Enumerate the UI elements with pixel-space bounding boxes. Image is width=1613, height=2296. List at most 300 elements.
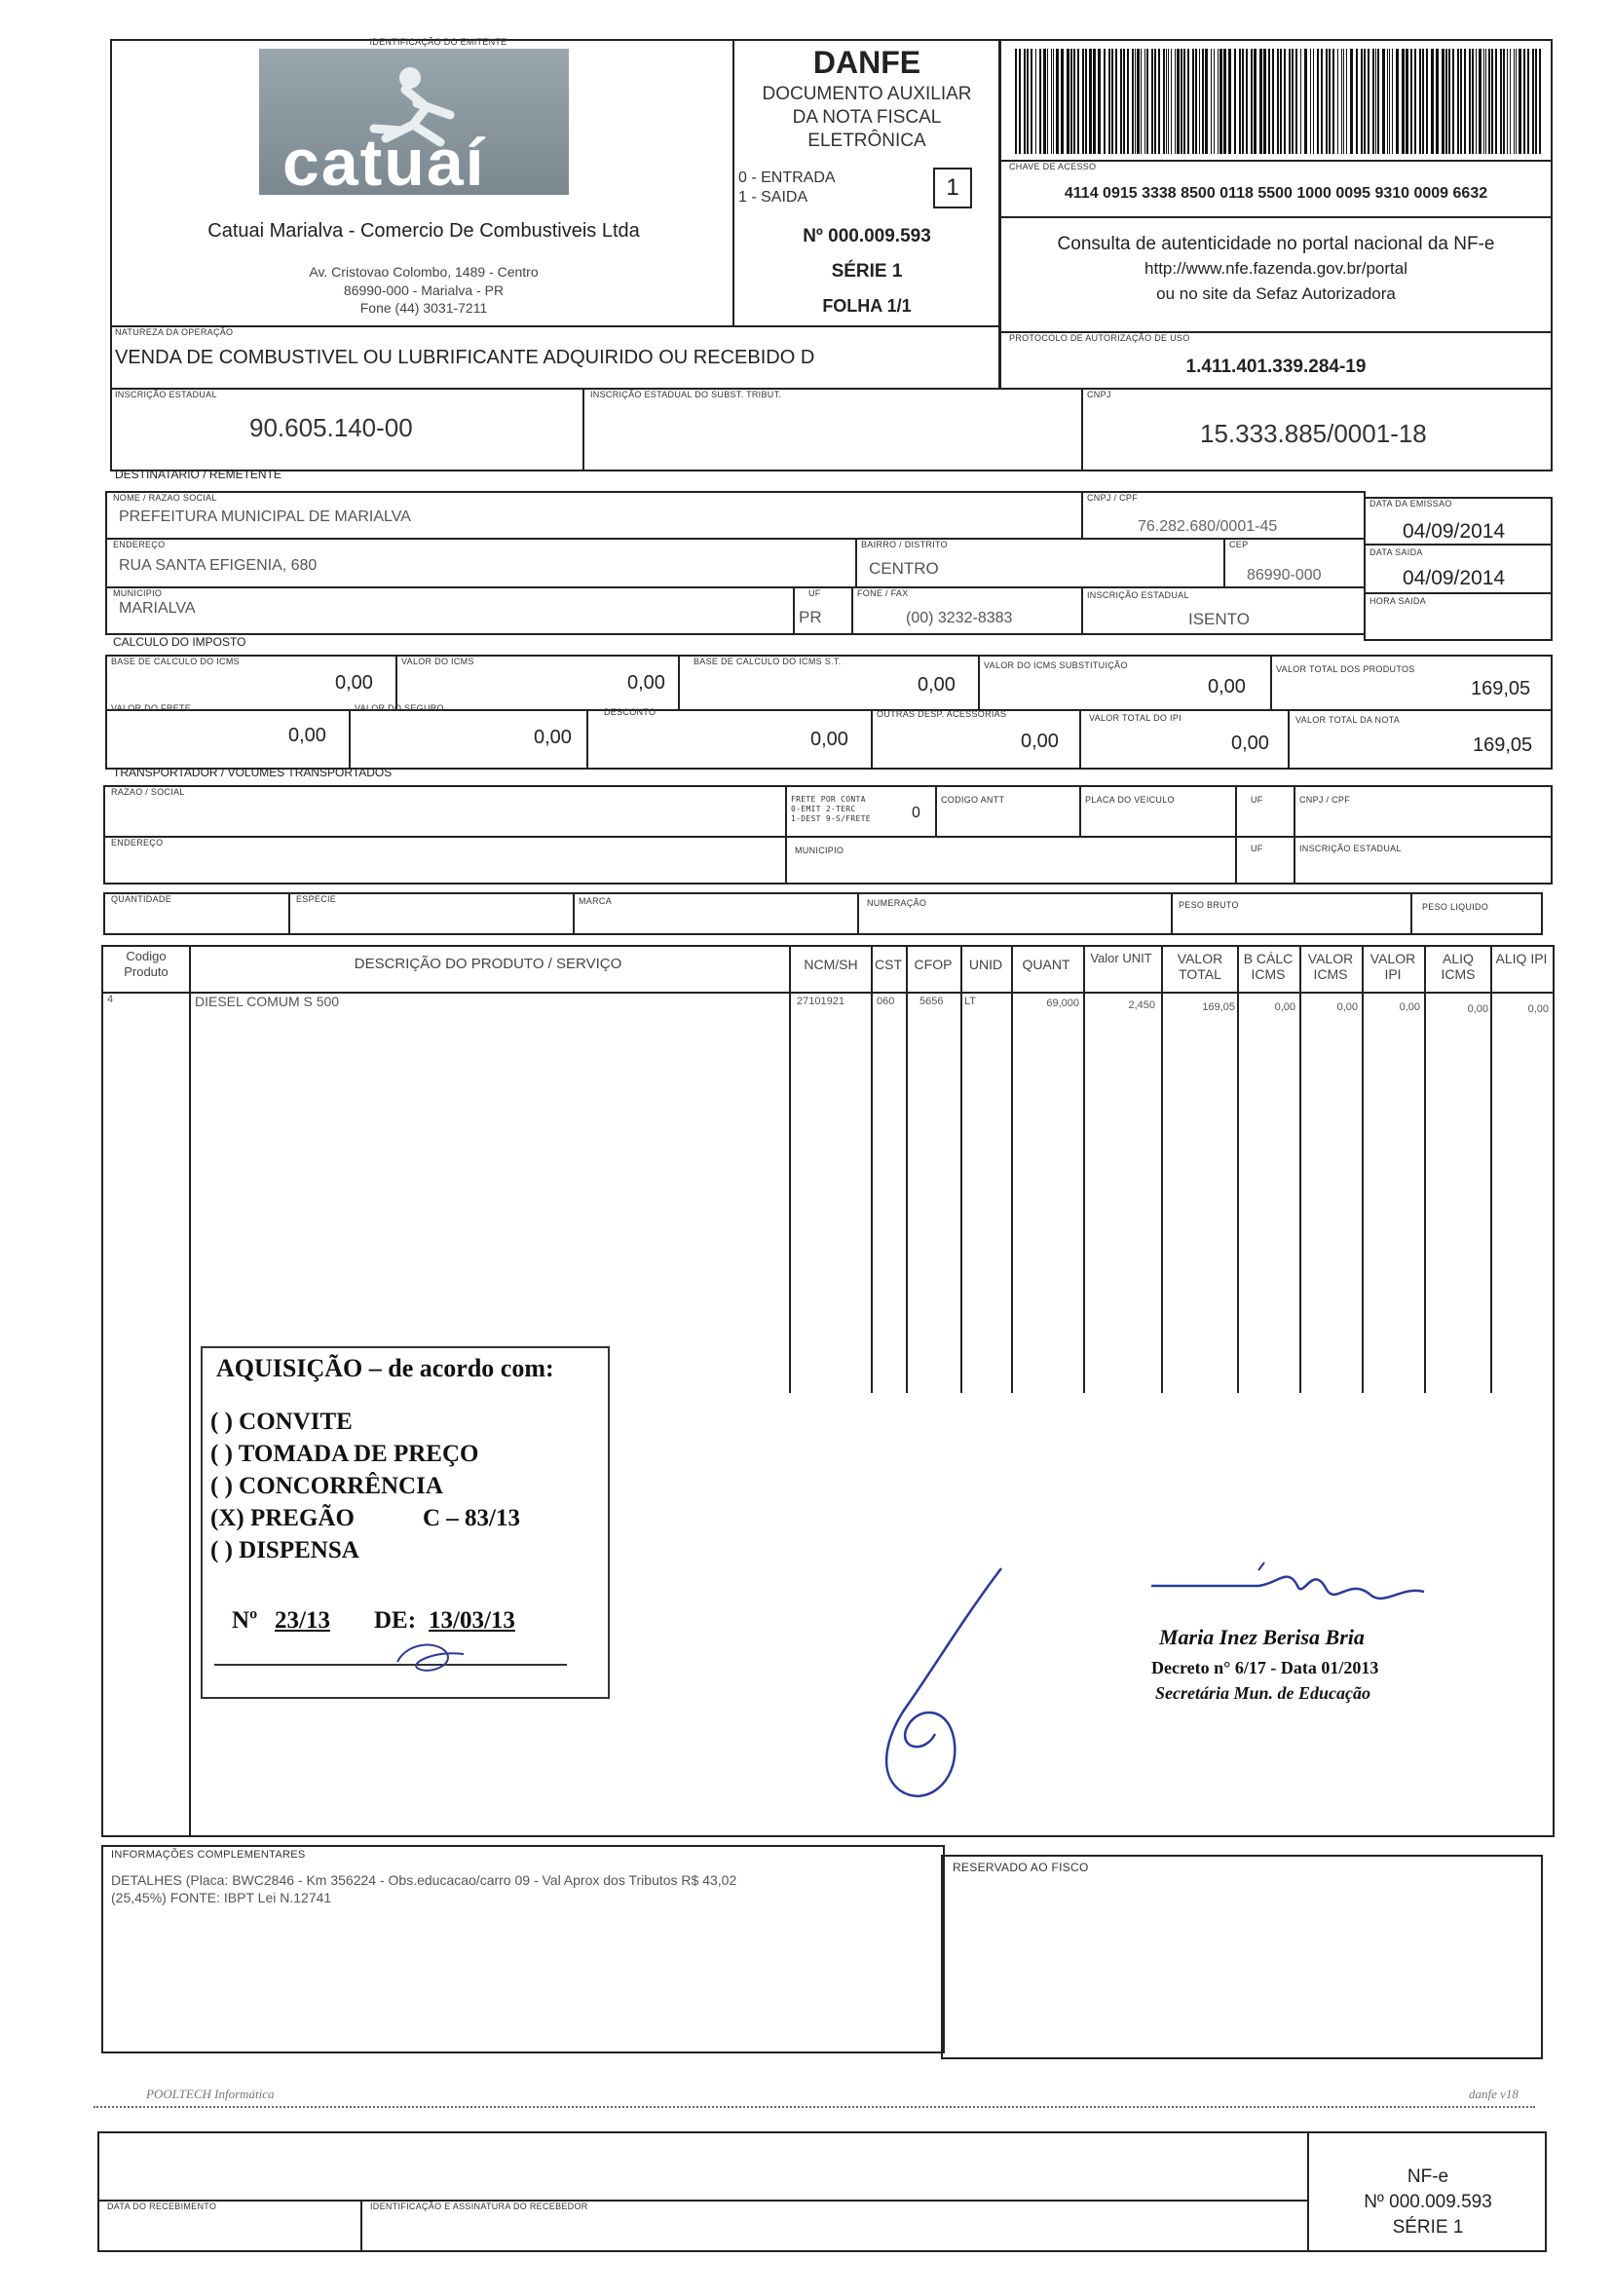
ie-subst-label: INSCRIÇÃO ESTADUAL DO SUBST. TRIBUT. xyxy=(590,390,782,399)
imposto-col-1 xyxy=(395,655,397,709)
dest-uf-label: UF xyxy=(808,588,821,598)
stamp-dispensa: ( ) DISPENSA xyxy=(210,1537,359,1563)
barcode-bar xyxy=(1239,49,1241,154)
barcode-bar xyxy=(1326,49,1328,154)
stamp-numero-label: Nº xyxy=(232,1607,258,1634)
barcode-bar xyxy=(1019,49,1021,154)
barcode-bar xyxy=(1082,49,1084,154)
frete-conta-1: FRETE POR CONTA xyxy=(791,795,866,804)
barcode-bar xyxy=(1410,49,1412,154)
hdr-valor-icms: VALOR ICMS xyxy=(1307,951,1354,982)
natureza-value: VENDA DE COMBUSTIVEL OU LUBRIFICANTE ADQUIRIDO OU RECEBIDO D xyxy=(115,347,815,368)
barcode-bar xyxy=(1024,49,1026,154)
imposto-col-7 xyxy=(871,709,873,770)
row-aliq-ipi: 0,00 xyxy=(1527,1003,1549,1015)
produtos-col-divider xyxy=(1083,945,1085,1393)
dest-col-6 xyxy=(1081,586,1083,635)
barcode-bar xyxy=(1127,49,1129,154)
barcode-bar xyxy=(1031,49,1032,154)
dest-bairro-label: BAIRRO / DISTRITO xyxy=(861,540,948,549)
dest-cnpj-label: CNPJ / CPF xyxy=(1087,493,1139,503)
ipi-label: VALOR TOTAL DO IPI xyxy=(1089,713,1182,723)
produtos-col-divider xyxy=(906,945,908,1393)
barcode-bar xyxy=(1223,49,1226,154)
barcode-bar xyxy=(1175,49,1176,154)
barcode-bar xyxy=(1431,49,1434,154)
barcode-bar xyxy=(1234,49,1236,154)
valor-icms-value: 0,00 xyxy=(627,672,665,694)
dest-endereco: RUA SANTA EFIGENIA, 680 xyxy=(119,557,318,574)
barcode-bar xyxy=(1341,49,1342,154)
barcode-bar xyxy=(1356,49,1358,154)
barcode-bar xyxy=(1426,49,1428,154)
especie-label: ESPECIE xyxy=(296,894,337,904)
transp-col-1 xyxy=(785,785,787,885)
row-valor-total: 169,05 xyxy=(1202,1001,1235,1013)
barcode-bar xyxy=(1485,49,1486,154)
vol-col-2 xyxy=(573,892,575,935)
dest-municipio-label: MUNICIPIO xyxy=(113,588,163,598)
barcode-bar xyxy=(1211,49,1212,154)
signature-loop-icon xyxy=(857,1559,1013,1802)
transp-razao-label: RAZAO / SOCIAL xyxy=(111,787,185,797)
barcode-bar xyxy=(1132,49,1134,154)
barcode-bar xyxy=(1300,49,1301,154)
barcode-bar xyxy=(1289,49,1291,154)
desconto-label: DESCONTO xyxy=(604,707,656,717)
canhoto-col-2 xyxy=(1307,2131,1309,2252)
barcode-bar xyxy=(1292,49,1294,154)
cnpj-emitente-value: 15.333.885/0001-18 xyxy=(1200,419,1427,448)
canhoto-nfe: NF-e xyxy=(1407,2166,1449,2187)
barcode-bar xyxy=(1268,49,1270,154)
barcode-bar xyxy=(1146,49,1148,154)
barcode-bar xyxy=(1452,49,1454,154)
dest-ie: ISENTO xyxy=(1188,610,1250,628)
hdr-descricao: DESCRIÇÃO DO PRODUTO / SERVIÇO xyxy=(354,956,622,972)
dest-cep-label: CEP xyxy=(1229,540,1249,549)
canhoto-numero: Nº 000.009.593 xyxy=(1364,2192,1492,2212)
barcode-bar xyxy=(1077,49,1079,154)
info-line-2: (25,45%) FONTE: IBPT Lei N.12741 xyxy=(111,1890,332,1905)
barcode-bar xyxy=(1280,49,1282,154)
stamp-data: 13/03/13 xyxy=(429,1607,515,1634)
canhoto-data-label: DATA DO RECEBIMENTO xyxy=(107,2202,217,2211)
barcode-bar xyxy=(1192,49,1194,154)
destinatario-section: DESTINATARIO / REMETENTE xyxy=(115,468,281,481)
barcode-bar xyxy=(1364,49,1366,154)
datas-row-2 xyxy=(1364,592,1553,594)
chave-value: 4114 0915 3338 8500 0118 5500 1000 0095 9310 0009 6632 xyxy=(1064,185,1488,202)
dest-row-1 xyxy=(105,538,1366,540)
row-codigo: 4 xyxy=(107,994,114,1005)
frete-value: 0,00 xyxy=(288,725,326,746)
consulta-line-3: ou no site da Sefaz Autorizadora xyxy=(1156,284,1396,303)
transp-cnpj-label: CNPJ / CPF xyxy=(1299,795,1351,805)
barcode-bar xyxy=(1120,49,1122,154)
dest-hora-label: HORA SAIDA xyxy=(1369,596,1427,606)
barcode-bar xyxy=(1361,49,1363,154)
barcode-bar xyxy=(1163,49,1165,154)
numeracao-label: NUMERAÇÃO xyxy=(867,898,927,908)
produtos-col-divider xyxy=(1161,945,1163,1393)
barcode-bar xyxy=(1460,49,1462,154)
canhoto-row xyxy=(97,2200,1309,2202)
barcode-bar xyxy=(1375,49,1376,154)
outras-label: OUTRAS DESP. ACESSORIAS xyxy=(877,709,1007,719)
barcode-bar xyxy=(1503,49,1505,154)
barcode-bar xyxy=(1488,49,1490,154)
barcode-bar xyxy=(1382,49,1385,154)
logo-wordmark: catuaí xyxy=(282,126,486,195)
produtos-col-divider xyxy=(1011,945,1013,1393)
barcode-bar xyxy=(1242,49,1244,154)
danfe-title: DANFE xyxy=(812,45,921,80)
barcode-bar xyxy=(1259,49,1262,154)
barcode-bar xyxy=(1104,49,1106,154)
hdr-unid: UNID xyxy=(968,957,1003,972)
barcode-bar xyxy=(1343,49,1344,154)
transp-col-4 xyxy=(1235,785,1237,885)
hdr-cst: CST xyxy=(875,957,902,972)
barcode-bar xyxy=(1337,49,1338,154)
barcode-bar xyxy=(1500,49,1502,154)
chave-divider-2 xyxy=(999,216,1553,218)
barcode xyxy=(1015,49,1545,154)
dest-municipio: MARIALVA xyxy=(119,600,196,617)
dest-bairro: CENTRO xyxy=(869,559,939,578)
barcode-bar xyxy=(1414,49,1416,154)
danfe-serie: SÉRIE 1 xyxy=(831,261,903,282)
transp-ie-label: INSCRIÇÃO ESTADUAL xyxy=(1299,844,1402,853)
vol-col-5 xyxy=(1410,892,1412,935)
transp-row xyxy=(103,836,1553,838)
danfe-folha: FOLHA 1/1 xyxy=(822,296,912,316)
row-bc-icms: 0,00 xyxy=(1274,1001,1295,1013)
base-st-value: 0,00 xyxy=(918,674,956,696)
ie-label: INSCRIÇÃO ESTADUAL xyxy=(115,390,217,399)
transp-col-3 xyxy=(1079,785,1081,836)
barcode-bar xyxy=(1495,49,1497,154)
dest-cnpj: 76.282.680/0001-45 xyxy=(1138,518,1278,535)
barcode-bar xyxy=(1539,49,1541,154)
frete-conta-value: 0 xyxy=(912,805,920,821)
stamp-numero: 23/13 xyxy=(275,1607,330,1634)
barcode-bar xyxy=(1183,49,1185,154)
valor-st-value: 0,00 xyxy=(1208,676,1246,697)
imposto-col-9 xyxy=(1288,709,1290,770)
dest-col-4 xyxy=(793,586,795,635)
danfe-subtitle-1: DOCUMENTO AUXILIAR xyxy=(762,84,972,104)
barcode-bar xyxy=(1056,49,1059,154)
natureza-label: NATUREZA DA OPERAÇÃO xyxy=(115,327,234,337)
barcode-bar xyxy=(1093,49,1096,154)
dest-col-3 xyxy=(1223,538,1225,586)
barcode-bar xyxy=(1051,49,1052,154)
barcode-bar xyxy=(1151,49,1153,154)
barcode-bar xyxy=(1177,49,1180,154)
seguro-value: 0,00 xyxy=(534,727,572,748)
inscricao-divider-1 xyxy=(582,388,584,471)
desconto-value: 0,00 xyxy=(810,729,848,750)
barcode-bar xyxy=(1514,49,1515,154)
row-valor-unit: 2,450 xyxy=(1128,999,1155,1011)
vol-col-1 xyxy=(288,892,290,935)
barcode-bar xyxy=(1457,49,1459,154)
canhoto-ident-label: IDENTIFICAÇÃO E ASSINATURA DO RECEBEDOR xyxy=(370,2202,588,2211)
barcode-bar xyxy=(1195,49,1197,154)
hdr-aliq-ipi: ALIQ IPI xyxy=(1495,951,1548,966)
barcode-bar xyxy=(1218,49,1219,154)
barcode-bar xyxy=(1073,49,1075,154)
barcode-bar xyxy=(1039,49,1041,154)
row-valor-icms: 0,00 xyxy=(1336,1001,1358,1013)
imposto-col-8 xyxy=(1079,709,1081,770)
dest-nome: PREFEITURA MUNICIPAL DE MARIALVA xyxy=(119,508,411,525)
ie-value: 90.605.140-00 xyxy=(249,413,413,442)
barcode-bar xyxy=(1035,49,1036,154)
row-unid: LT xyxy=(964,996,977,1007)
imposto-col-5 xyxy=(349,709,351,770)
valor-st-label: VALOR DO ICMS SUBSTITUIÇÃO xyxy=(984,660,1128,670)
barcode-bar xyxy=(1445,49,1447,154)
barcode-bar xyxy=(1067,49,1069,154)
hdr-ncm: NCM/SH xyxy=(804,957,858,972)
hdr-cfop: CFOP xyxy=(914,957,953,972)
barcode-bar xyxy=(1392,49,1393,154)
dest-saida: 04/09/2014 xyxy=(1403,567,1506,589)
dest-cep: 86990-000 xyxy=(1247,567,1322,583)
hdr-codigo: Codigo Produto xyxy=(124,949,169,979)
emitente-address: Av. Cristovao Colombo, 1489 - Centro xyxy=(309,264,539,280)
dest-nome-label: NOME / RAZAO SOCIAL xyxy=(113,493,217,503)
barcode-bar xyxy=(1402,49,1405,154)
dest-col-5 xyxy=(851,586,853,635)
barcode-bar xyxy=(1053,49,1054,154)
rodape-left: POOLTECH Informática xyxy=(146,2087,275,2101)
barcode-bar xyxy=(1043,49,1046,154)
barcode-bar xyxy=(1166,49,1167,154)
barcode-bar xyxy=(1168,49,1169,154)
consulta-line-2: http://www.nfe.fazenda.gov.br/portal xyxy=(1144,259,1407,278)
barcode-bar xyxy=(1491,49,1493,154)
assinatura-linha-2: Decreto n° 6/17 - Data 01/2013 xyxy=(1151,1658,1379,1677)
transp-uf-label: UF xyxy=(1251,795,1263,805)
danfe-saida: 1 - SAIDA xyxy=(738,189,808,206)
transp-municipio-label: MUNICIPIO xyxy=(795,846,844,855)
barcode-bar xyxy=(1448,49,1450,154)
barcode-bar xyxy=(1396,49,1399,154)
barcode-bar xyxy=(1144,49,1145,154)
stamp-concorrencia: ( ) CONCORRÊNCIA xyxy=(210,1473,443,1499)
produtos-col-divider xyxy=(871,945,873,1393)
barcode-bar xyxy=(1089,49,1092,154)
barcode-bar xyxy=(1329,49,1331,154)
barcode-bar xyxy=(1516,49,1517,154)
barcode-bar xyxy=(1368,49,1369,154)
rodape-right: danfe v18 xyxy=(1469,2087,1519,2101)
barcode-bar xyxy=(1295,49,1297,154)
stamp-convite: ( ) CONVITE xyxy=(210,1409,353,1435)
stamp-initials-icon xyxy=(388,1633,475,1681)
barcode-bar xyxy=(1251,49,1253,154)
danfe-entrada: 0 - ENTRADA xyxy=(738,169,836,186)
stamp-de-label: DE: xyxy=(374,1607,417,1634)
barcode-bar xyxy=(1464,49,1466,154)
barcode-bar xyxy=(1263,49,1266,154)
ipi-value: 0,00 xyxy=(1231,733,1269,754)
barcode-bar xyxy=(1246,49,1248,154)
catuai-logo xyxy=(259,49,569,195)
produtos-col-divider xyxy=(789,945,791,1393)
hdr-valor-unit: Valor UNIT xyxy=(1090,951,1152,965)
barcode-bar xyxy=(1047,49,1048,154)
stamp-pregao: (X) PREGÃO xyxy=(210,1505,355,1531)
row-ncm: 27101921 xyxy=(797,996,844,1007)
barcode-bar xyxy=(1205,49,1208,154)
emitente-section-label: IDENTIFICAÇÃO DO EMITENTE xyxy=(369,37,507,47)
barcode-bar xyxy=(1419,49,1421,154)
dest-row-2 xyxy=(105,586,1366,588)
frete-conta-3: 1-DEST 9-S/FRETE xyxy=(791,814,871,823)
barcode-bar xyxy=(1350,49,1353,154)
barcode-bar xyxy=(1317,49,1319,154)
canhoto-col-1 xyxy=(360,2200,362,2252)
transp-col-2 xyxy=(935,785,937,836)
dest-fone: (00) 3232-8383 xyxy=(906,610,1013,626)
hdr-valor-total: VALOR TOTAL xyxy=(1177,951,1223,982)
barcode-bar xyxy=(1377,49,1379,154)
row-descricao: DIESEL COMUM S 500 xyxy=(195,994,340,1009)
barcode-bar xyxy=(1108,49,1110,154)
barcode-bar xyxy=(1442,49,1444,154)
protocolo-value: 1.411.401.339.284-19 xyxy=(1185,357,1367,377)
row-cst: 060 xyxy=(877,996,895,1007)
barcode-bar xyxy=(1272,49,1274,154)
barcode-bar xyxy=(1332,49,1334,154)
assinatura-nome: Maria Inez Berisa Bria xyxy=(1159,1625,1365,1649)
barcode-bar xyxy=(1277,49,1279,154)
hdr-bc-icms: B CÁLC ICMS xyxy=(1243,951,1294,982)
total-nota-label: VALOR TOTAL DA NOTA xyxy=(1295,715,1401,725)
total-prod-value: 169,05 xyxy=(1471,678,1531,699)
barcode-bar xyxy=(1154,49,1156,154)
frete-conta-2: 0-EMIT 2-TERC xyxy=(791,805,856,813)
barcode-bar xyxy=(1389,49,1390,154)
barcode-bar xyxy=(1310,49,1311,154)
barcode-bar xyxy=(1406,49,1408,154)
barcode-bar xyxy=(1171,49,1172,154)
barcode-bar xyxy=(1158,49,1160,154)
vol-col-4 xyxy=(1171,892,1173,935)
barcode-bar xyxy=(1111,49,1113,154)
barcode-bar xyxy=(1115,49,1117,154)
barcode-bar xyxy=(1321,49,1323,154)
danfe-tipo-box: 1 xyxy=(933,168,972,208)
base-icms-label: BASE DE CALCULO DO ICMS xyxy=(111,657,240,666)
barcode-bar xyxy=(1527,49,1529,154)
barcode-bar xyxy=(1313,49,1314,154)
row-aliq-icms: 0,00 xyxy=(1467,1003,1488,1015)
protocolo-label: PROTOCOLO DE AUTORIZAÇÃO DE USO xyxy=(1009,333,1190,343)
hdr-aliq-icms: ALIQ ICMS xyxy=(1441,951,1476,982)
dest-saida-label: DATA SAIDA xyxy=(1369,547,1423,557)
barcode-bar xyxy=(1123,49,1125,154)
placa-label: PLACA DO VEICULO xyxy=(1085,795,1175,805)
dest-emissao-label: DATA DA EMISSAO xyxy=(1369,499,1452,508)
barcode-bar xyxy=(1214,49,1215,154)
barcode-bar xyxy=(1141,49,1142,154)
barcode-bar xyxy=(1476,49,1477,154)
imposto-section: CALCULO DO IMPOSTO xyxy=(113,635,246,649)
emitente-phone: Fone (44) 3031-7211 xyxy=(359,300,488,316)
outras-value: 0,00 xyxy=(1021,731,1059,752)
barcode-bar xyxy=(1254,49,1257,154)
produtos-col-divider xyxy=(189,945,191,1837)
barcode-bar xyxy=(1061,49,1064,154)
hdr-quant: QUANT xyxy=(1022,957,1070,972)
danfe-subtitle-3: ELETRÔNICA xyxy=(807,131,926,151)
barcode-bar xyxy=(1346,49,1347,154)
chave-label: CHAVE DE ACESSO xyxy=(1009,162,1097,171)
barcode-bar xyxy=(1199,49,1200,154)
barcode-bar xyxy=(1070,49,1072,154)
barcode-bar xyxy=(1387,49,1388,154)
total-nota-value: 169,05 xyxy=(1473,734,1533,756)
barcode-bar xyxy=(1228,49,1231,154)
imposto-col-2 xyxy=(678,655,680,709)
barcode-bar xyxy=(1469,49,1471,154)
dest-endereco-label: ENDEREÇO xyxy=(113,540,166,549)
barcode-bar xyxy=(1202,49,1204,154)
barcode-bar xyxy=(1507,49,1508,154)
barcode-bar xyxy=(1098,49,1101,154)
barcode-bar xyxy=(1436,49,1439,154)
inscricao-divider-2 xyxy=(1081,388,1083,471)
imposto-col-3 xyxy=(978,655,980,709)
consulta-line-1: Consulta de autenticidade no portal nacional da NF-e xyxy=(1057,234,1495,254)
barcode-bar xyxy=(1510,49,1511,154)
dest-emissao: 04/09/2014 xyxy=(1403,520,1506,543)
peso-bruto-label: PESO BRUTO xyxy=(1179,900,1239,910)
vol-col-3 xyxy=(857,892,859,935)
barcode-bar xyxy=(1535,49,1537,154)
barcode-bar xyxy=(1135,49,1136,154)
marca-label: MARCA xyxy=(579,896,613,906)
fisco-label: RESERVADO AO FISCO xyxy=(953,1861,1089,1874)
row-valor-ipi: 0,00 xyxy=(1399,1001,1420,1013)
barcode-bar xyxy=(1523,49,1525,154)
danfe-numero: Nº 000.009.593 xyxy=(803,226,931,246)
barcode-bar xyxy=(1085,49,1087,154)
barcode-bar xyxy=(1422,49,1424,154)
emitente-name: Catuai Marialva - Comercio De Combustiveis Ltda xyxy=(207,220,640,242)
peso-liquido-label: PESO LIQUIDO xyxy=(1422,902,1489,912)
barcode-bar xyxy=(1532,49,1534,154)
dest-uf: PR xyxy=(799,608,822,626)
cut-line xyxy=(94,2106,1535,2108)
barcode-bar xyxy=(1472,49,1474,154)
barcode-bar xyxy=(1187,49,1189,154)
barcode-bar xyxy=(1027,49,1029,154)
stamp-title: AQUISIÇÃO – de acordo com: xyxy=(216,1354,554,1382)
cnpj-emitente-label: CNPJ xyxy=(1087,390,1111,399)
dest-col-2 xyxy=(855,538,857,586)
info-label: INFORMAÇÕES COMPLEMENTARES xyxy=(111,1849,306,1861)
imposto-row xyxy=(105,709,1553,711)
transp-uf2-label: UF xyxy=(1251,844,1263,853)
dest-col-1 xyxy=(1081,491,1083,538)
